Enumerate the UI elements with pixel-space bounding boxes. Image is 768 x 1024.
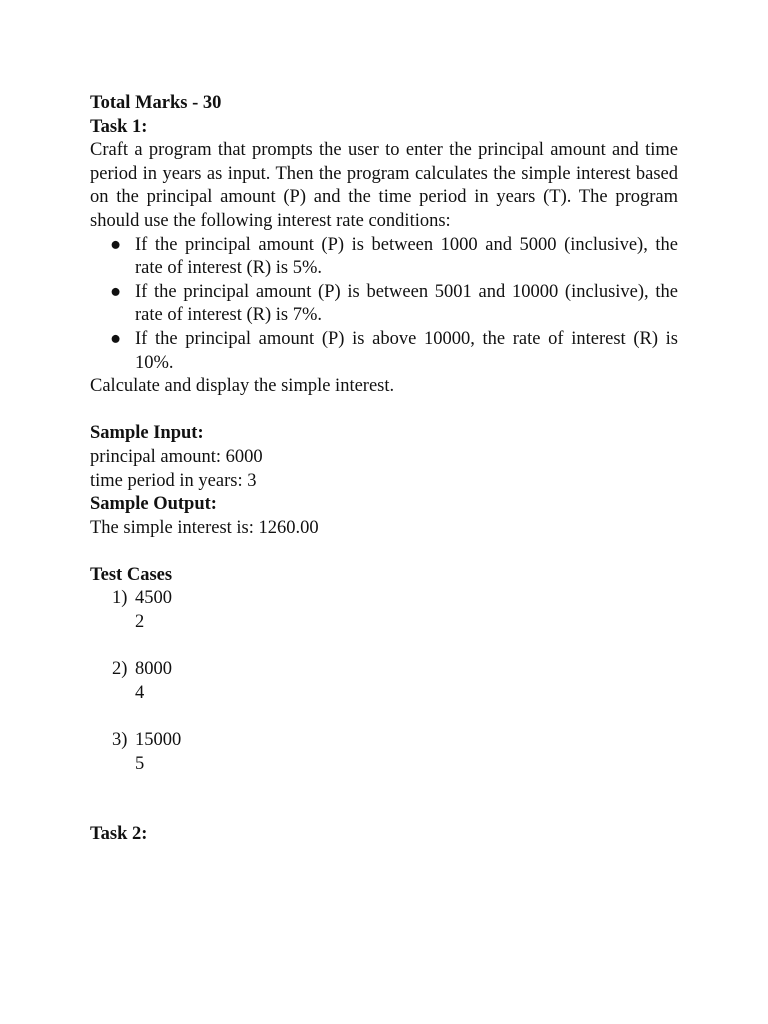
test-case-number: 2) — [112, 659, 128, 680]
bullet-icon: ● — [110, 328, 122, 349]
sample-output-heading: Sample Output: — [90, 494, 217, 515]
total-marks: Total Marks - 30 — [90, 93, 222, 113]
sample-input-line: time period in years: 3 — [90, 470, 257, 491]
list-item — [110, 234, 678, 281]
test-case-number: 1) — [112, 588, 128, 609]
test-case-years: 5 — [135, 753, 145, 774]
test-cases-heading: Test Cases — [90, 564, 173, 585]
test-case-years: 2 — [135, 612, 145, 633]
list-item — [110, 328, 678, 375]
condition-list — [90, 234, 678, 376]
task1-description: Craft a program that prompts the user to enter the principal amount and time period in years as input. Then the program calculates the simple interest based on the principal amount (P) and the time period in years (T). The program should use the following interest rate conditions: — [90, 140, 678, 231]
test-case-number: 3) — [112, 730, 128, 751]
test-case-item — [90, 658, 678, 705]
test-case-item — [90, 587, 678, 634]
test-case-list — [90, 587, 678, 776]
task1-closing: Calculate and display the simple interest. — [90, 376, 395, 397]
test-case-principal: 15000 — [135, 730, 182, 751]
condition-text: If the principal amount (P) is above 10000, the rate of interest (R) is 10%. — [135, 328, 678, 373]
test-case-years: 4 — [135, 682, 145, 703]
sample-input-line: principal amount: 6000 — [90, 446, 263, 467]
test-case-principal: 4500 — [135, 588, 172, 609]
sample-input-heading: Sample Input: — [90, 423, 204, 444]
task2-heading: Task 2: — [90, 824, 148, 845]
test-case-principal: 8000 — [135, 659, 172, 680]
test-case-item — [90, 729, 678, 776]
list-item — [110, 281, 678, 328]
condition-text: If the principal amount (P) is between 1000 and 5000 (inclusive), the rate of interest (R) is 5%. — [135, 234, 678, 279]
task1-heading: Task 1: — [90, 116, 148, 137]
bullet-icon: ● — [110, 234, 122, 255]
sample-output-line: The simple interest is: 1260.00 — [90, 517, 319, 538]
document-page — [90, 92, 678, 847]
condition-text: If the principal amount (P) is between 5001 and 10000 (inclusive), the rate of interest (R) is 7%. — [135, 281, 678, 326]
bullet-icon: ● — [110, 281, 122, 302]
